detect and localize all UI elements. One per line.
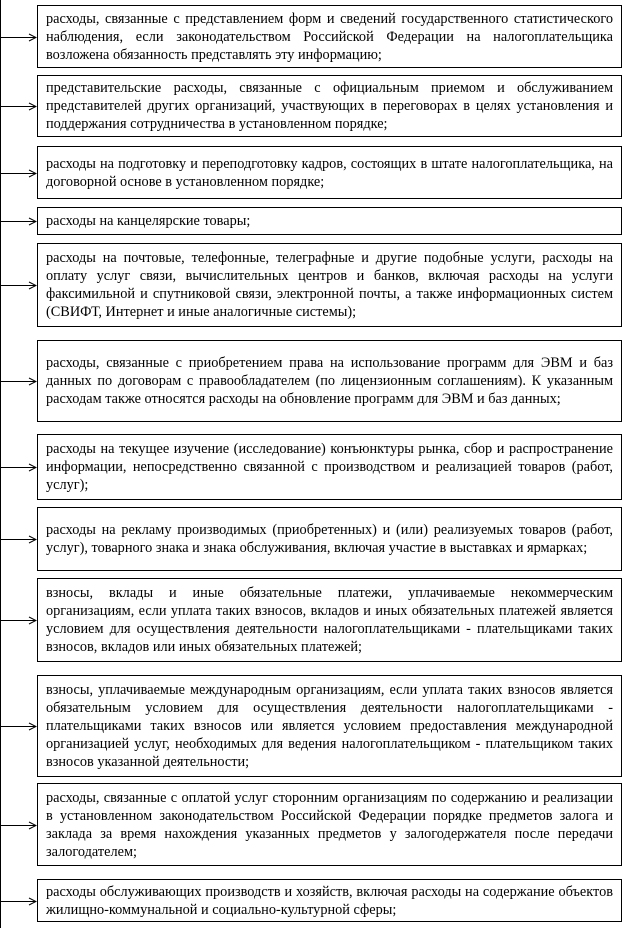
connector-arrow	[0, 377, 37, 386]
expense-item-text: расходы на рекламу производимых (приобретенных) и (или) реализуемых товаров (работ, услуг), товарного знака и знака обслуживания, включая участие в выставках и ярмарках;	[46, 522, 613, 556]
expense-item-box	[37, 783, 622, 866]
connector-arrow	[0, 821, 37, 830]
expense-item-box	[37, 243, 622, 327]
expense-item-box	[37, 340, 622, 422]
connector-arrow	[0, 463, 37, 472]
expense-item-box	[37, 507, 622, 571]
connector-arrow	[0, 169, 37, 178]
expense-item-box	[37, 146, 622, 199]
connector-arrow	[0, 535, 37, 544]
connector-arrow	[0, 616, 37, 625]
connector-arrow	[0, 281, 37, 290]
connector-arrow	[0, 33, 37, 42]
expense-item-box	[37, 879, 622, 922]
expense-item-text: представительские расходы, связанные с официальным приемом и обслуживанием представителей других организаций, участвующих в переговорах в целях установления и поддержания сотрудничества в установленном порядке;	[46, 80, 613, 132]
expense-item-text: расходы, связанные с оплатой услуг сторонним организациям по содержанию и реализации в установленном законодательством Российской Федерации порядке предметов залога и заклада за время нахождения указанных предметов у залогодержателя после передачи залогодателем;	[46, 789, 613, 860]
expense-item-text: расходы на подготовку и переподготовку кадров, состоящих в штате налогоплательщика, на договорной основе в установленном порядке;	[46, 155, 613, 190]
expense-item-text: взносы, вклады и иные обязательные платежи, уплачиваемые некоммерческим организациям, если уплата таких взносов, вкладов и иных обязательных платежей является условием для осуществления деятельности налогоплательщиками - плательщиками таких взносов, вкладов или иных обязательных платежей;	[46, 585, 613, 655]
expense-item-box	[37, 5, 622, 68]
expense-item-box	[37, 675, 622, 777]
expense-item-box	[37, 434, 622, 500]
expense-item-text: расходы обслуживающих производств и хозяйств, включая расходы на содержание объектов жилищно-коммунальной и социально-культурной сферы;	[46, 883, 613, 918]
connector-arrow	[0, 722, 37, 731]
expense-item-box	[37, 207, 622, 235]
connector-arrow	[0, 897, 37, 906]
expense-item-text: взносы, уплачиваемые международным организациям, если уплата таких взносов является обязательным условием для осуществления деятельности налогоплательщиками - плательщиками таких взносов или является условием предоставления международной организацией услуг, необходимых для ведения налогоплательщиком - плательщиком таких взносов указанной деятельности;	[46, 682, 613, 770]
expense-item-box	[37, 578, 622, 662]
connector-arrow	[0, 102, 37, 111]
expense-item-box	[37, 75, 622, 137]
expense-item-text: расходы на текущее изучение (исследование) конъюнктуры рынка, сбор и распространение информации, непосредственно связанной с производством и реализацией товаров (работ, услуг);	[46, 441, 613, 493]
expense-item-text: расходы на почтовые, телефонные, телеграфные и другие подобные услуги, расходы на оплату услуг связи, вычислительных центров и банков, включая расходы на услуги факсимильной и спутниковой связи, электронной почты, а также информационных систем (СВИФТ, Интернет и иные аналогичные системы);	[46, 250, 613, 320]
expense-item-text: расходы, связанные с представлением форм и сведений государственного статистического наблюдения, если законодательством Российской Федерации на налогоплательщика возложена обязанность представлять эту информацию;	[46, 10, 613, 63]
expense-item-text: расходы на канцелярские товары;	[46, 213, 251, 229]
expense-item-text: расходы, связанные с приобретением права на использование программ для ЭВМ и баз данных по договорам с правообладателем (по лицензионным соглашениям). К указанным расходам также относятся расходы на обновление программ для ЭВМ и баз данных;	[46, 355, 613, 407]
connector-arrow	[0, 217, 37, 226]
